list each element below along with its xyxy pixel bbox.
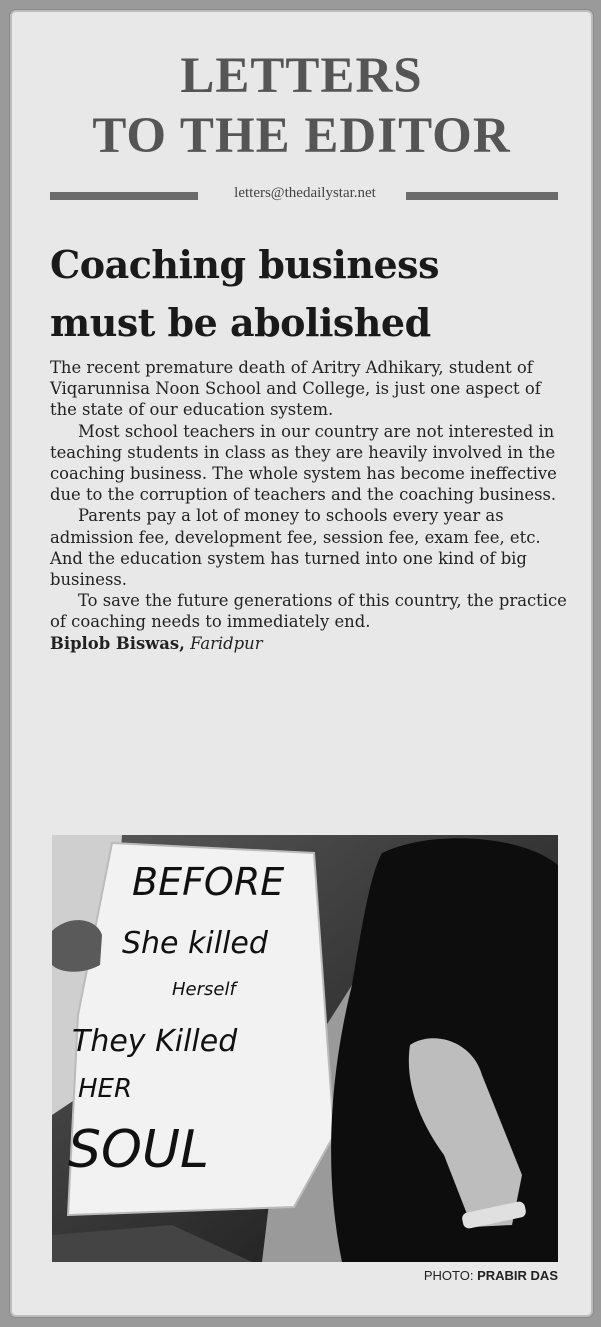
masthead-line-2: TO THE EDITOR — [92, 108, 511, 164]
headline-line-1: Coaching business — [50, 242, 439, 287]
hand-holding-placard — [52, 920, 102, 972]
author-location: Faridpur — [190, 633, 263, 653]
placard-line-4: They Killed — [72, 1024, 238, 1059]
paragraph-4: To save the future generations of this country, the practice of coaching needs to immediately end. — [50, 591, 567, 632]
placard-line-6: SOUL — [68, 1120, 209, 1180]
divider-rule-left — [50, 192, 198, 200]
paragraph-1: The recent premature death of Aritry Adhikary, student of Viqarunnisa Noon School and College, is just one aspect of the state of our education system. — [50, 358, 541, 420]
protest-photo-illustration — [52, 835, 558, 1262]
photo-credit — [424, 1268, 558, 1283]
headline-line-2: must be abolished — [50, 300, 431, 345]
masthead-line-1: LETTERS — [180, 48, 423, 104]
placard-line-2: She killed — [122, 926, 268, 961]
letters-page — [10, 10, 593, 1317]
letter-body — [50, 357, 570, 654]
protest-photo — [52, 835, 558, 1262]
placard-line-3: Herself — [172, 979, 236, 1000]
email-row — [50, 184, 558, 206]
paragraph-3: Parents pay a lot of money to schools every year as admission fee, development fee, session fee, exam fee, etc. And the education system has turned into one kind of big business. — [50, 506, 541, 590]
placard-line-5: HER — [78, 1074, 133, 1104]
author-name: Biplob Biswas, — [50, 633, 185, 653]
letter-headline — [50, 236, 570, 352]
editor-email: letters@thedailystar.net — [234, 185, 376, 201]
masthead-title — [12, 46, 591, 166]
placard-line-1: BEFORE — [132, 860, 285, 904]
photo-credit-name: PRABIR DAS — [477, 1268, 558, 1283]
author-signature — [50, 633, 570, 654]
divider-rule-right — [406, 192, 558, 200]
paragraph-2: Most school teachers in our country are not interested in teaching students in class as they are heavily involved in the coaching business. The whole system has become ineffective due to the corruption of teachers and the coaching business. — [50, 421, 557, 505]
placard — [68, 843, 334, 1215]
photo-credit-label: PHOTO: — [423, 1268, 474, 1283]
